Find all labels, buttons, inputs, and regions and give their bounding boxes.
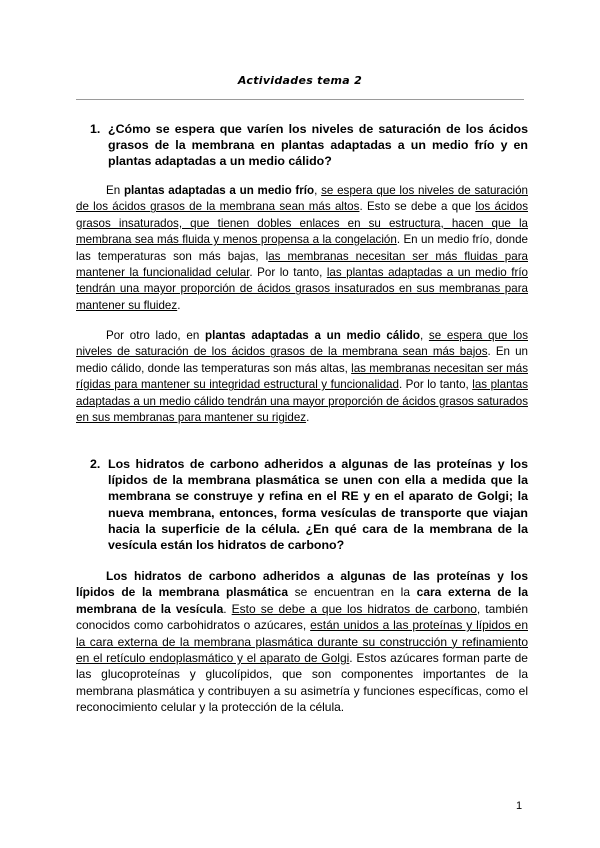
- text-run: . Por lo tanto,: [249, 266, 327, 280]
- document-title: Actividades tema 2: [237, 74, 363, 87]
- answer-1-paragraph-2: [76, 328, 528, 426]
- text-run: . En un medio frío, donde las temperaturas son más bajas, l: [76, 233, 528, 263]
- text-run: .: [177, 298, 181, 312]
- question-number: 2.: [90, 457, 101, 471]
- underlined-run: se espera que los niveles de saturación de los ácidos grasos de la membrana sean más altos: [76, 184, 528, 214]
- text-run: .: [223, 601, 232, 616]
- text-run: ,: [419, 329, 429, 342]
- question-text: Los hidratos de carbono adheridos a algunas de las proteínas y los lípidos de la membrana plasmática se unen con ella a medida que la membrana se construye y refina en el RE y en el aparato de Golgi; la nueva membrana, entonces, forma vesículas de transporte que viajan hacia la superficie de la célula. ¿En qué cara de la membrana de la vesícula están los hidratos de carbono?: [108, 457, 528, 553]
- underlined-run: las membranas necesitan ser más rígidas para mantener su integridad estructural y funcionalidad: [76, 361, 528, 392]
- underlined-run: as membranas necesitan ser más fluidas para mantener la funcionalidad celular: [76, 249, 529, 280]
- underlined-run: están unidos a las proteínas y lípidos en la cara externa de la membrana plasmática durante su construcción y refinamiento en el retículo endoplasmático y el aparato de Golgi: [76, 618, 528, 666]
- bold-run: cara externa de la membrana de la vesícula: [76, 585, 528, 616]
- text-run: . Por lo tanto,: [398, 378, 473, 392]
- text-run: . Esto se debe a que: [359, 200, 476, 214]
- question-1: [90, 121, 528, 170]
- underlined-run: se espera que los niveles de saturación de los ácidos grasos de la membrana sean más bajos: [76, 329, 528, 359]
- answer-2-paragraph-1: [76, 568, 528, 716]
- underlined-run: Esto se debe a que los hidratos de carbono: [231, 601, 477, 616]
- text-run: . En un medio cálido, donde las temperaturas son más altas,: [76, 345, 528, 375]
- title-divider: [76, 99, 524, 100]
- text-run: .: [306, 411, 310, 425]
- question-text: ¿Cómo se espera que varíen los niveles de saturación de los ácidos grasos de la membrana en plantas adaptadas a un medio frío y en plantas adaptadas a un medio cálido?: [108, 122, 528, 169]
- text-run: . Estos azúcares forman parte de las glucoproteínas y glucolípidos, que son componentes importantes de la membrana plasmática y contribuyen a su asimetría y funciones específicas, como el reconocimiento celular y la protección de la célula.: [76, 651, 528, 715]
- question-2: [90, 456, 528, 553]
- text-run: se encuentran en la: [288, 585, 417, 600]
- text-run: , también conocidos como carbohidratos o azúcares,: [76, 601, 529, 633]
- text-run: Por otro lado, en: [106, 329, 206, 342]
- underlined-run: las plantas adaptadas a un medio frío tendrán una mayor proporción de ácidos grasos insaturados en sus membranas para mantener su fluidez: [76, 266, 528, 312]
- underlined-run: las plantas adaptadas a un medio cálido tendrán una mayor proporción de ácidos grasos saturados en sus membranas para mantener su rigidez: [76, 378, 528, 425]
- page-number: 1: [516, 800, 523, 812]
- bold-run: Los hidratos de carbono adheridos a algunas de las proteínas y los lípidos de la membrana plasmática: [76, 569, 528, 600]
- question-number: 1.: [90, 122, 101, 136]
- bold-run: plantas adaptadas a un medio cálido: [205, 329, 420, 342]
- text-run: ,: [314, 184, 322, 197]
- text-run: En: [106, 184, 124, 197]
- bold-run: plantas adaptadas a un medio frío: [123, 184, 315, 197]
- answer-1-paragraph-1: [76, 183, 528, 314]
- underlined-run: los ácidos grasos insaturados, que tienen dobles enlaces en su estructura, hacen que la membrana sea más fluida y menos propensa a la congelación: [76, 200, 529, 247]
